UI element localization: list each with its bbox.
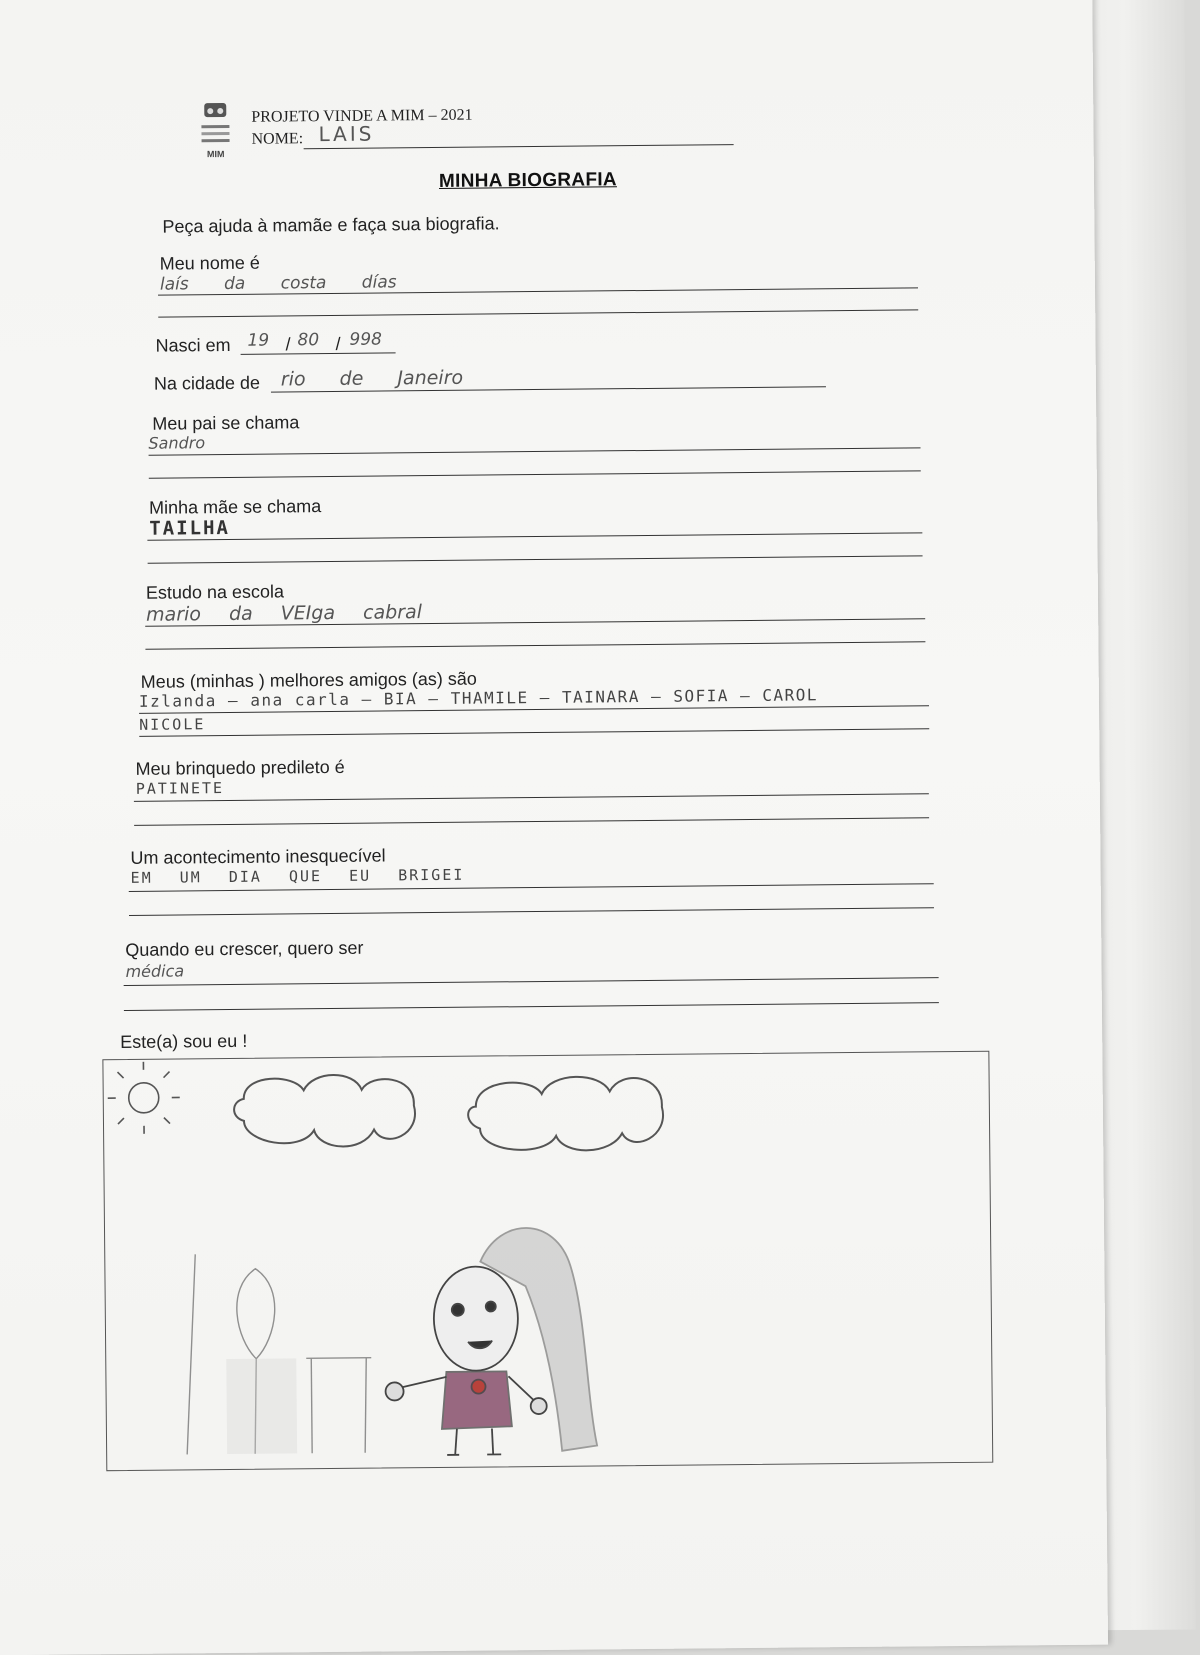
field-value-mother[interactable]: TAILHA — [149, 517, 230, 540]
birth-sep-1: / — [285, 334, 290, 355]
field-label-name: Meu nome é — [160, 253, 260, 275]
tree-sketch — [185, 1253, 372, 1455]
rule-toy-1 — [134, 793, 929, 802]
rule-birth — [241, 352, 396, 354]
girl-drawing — [384, 1227, 597, 1455]
project-logo-icon — [198, 99, 233, 163]
cloud-left-drawing — [234, 1074, 416, 1147]
cloud-right-drawing — [468, 1076, 664, 1151]
page-title: MINHA BIOGRAFIA — [439, 169, 617, 193]
field-value-friends-2[interactable]: NICOLE — [139, 715, 205, 734]
rule-toy-2 — [134, 817, 929, 826]
field-value-school[interactable]: mario da VEIga cabral — [146, 601, 422, 626]
sun-drawing — [107, 1061, 180, 1134]
birth-year[interactable]: 998 — [349, 329, 382, 349]
field-value-future[interactable]: médica — [125, 961, 184, 981]
birth-day[interactable]: 19 — [247, 331, 269, 351]
rule-mother-2 — [148, 555, 923, 563]
field-label-friends: Meus (minhas ) melhores amigos (as) são — [141, 669, 477, 693]
self-portrait-frame — [102, 1051, 993, 1471]
field-value-toy[interactable]: PATINETE — [136, 779, 224, 798]
self-portrait-drawing — [103, 1052, 992, 1470]
logo-text: MIM — [207, 149, 225, 159]
field-value-name[interactable]: laís da costa días — [160, 272, 397, 294]
birth-month[interactable]: 80 — [297, 330, 319, 350]
rule-future-1 — [124, 977, 939, 986]
field-label-school: Estudo na escola — [146, 581, 284, 603]
field-value-city[interactable]: rio de Janeiro — [281, 367, 463, 391]
field-label-toy: Meu brinquedo predileto é — [135, 757, 344, 780]
rule-future-2 — [124, 1002, 939, 1011]
rule-mother-1 — [147, 532, 922, 540]
field-value-father[interactable]: Sandro — [148, 433, 205, 453]
project-title: PROJETO VINDE A MIM – 2021 — [251, 107, 472, 127]
field-label-father: Meu pai se chama — [152, 412, 299, 434]
rule-name-2 — [158, 309, 918, 317]
rule-friends-2 — [139, 728, 929, 737]
field-value-event[interactable]: EM UM DIA QUE EU BRIGEI — [131, 866, 465, 887]
field-label-mother: Minha mãe se chama — [149, 496, 321, 519]
birth-sep-2: / — [335, 334, 340, 355]
rule-father-2 — [149, 470, 921, 478]
name-label: NOME: — [251, 130, 303, 148]
field-label-selfie: Este(a) sou eu ! — [120, 1031, 247, 1053]
rule-father-1 — [149, 447, 921, 455]
field-label-future: Quando eu crescer, quero ser — [125, 938, 363, 961]
rule-school-2 — [145, 641, 925, 649]
rule-event-2 — [129, 907, 934, 916]
name-value[interactable]: LAIS — [318, 122, 374, 147]
field-label-birth: Nasci em — [155, 335, 230, 357]
field-label-city: Na cidade de — [154, 373, 260, 395]
field-value-friends-1[interactable]: Izlanda – ana carla – BIA – THAMILE – TAINARA – SOFIA – CAROL — [139, 685, 818, 711]
instruction-text: Peça ajuda à mamãe e faça sua biografia. — [162, 213, 499, 237]
field-label-event: Um acontecimento inesquecível — [130, 845, 385, 868]
